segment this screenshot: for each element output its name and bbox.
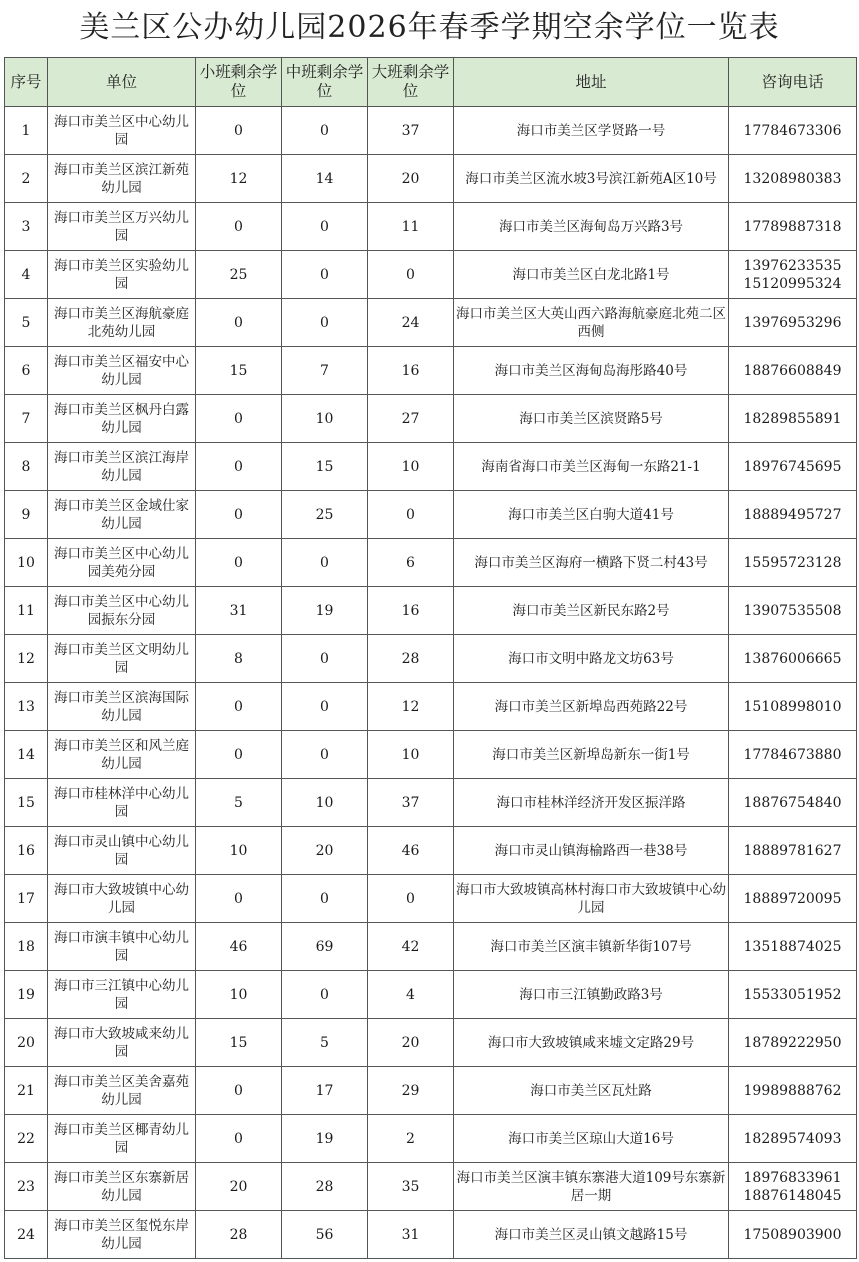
cell-phone xyxy=(729,587,857,635)
cell-unit: 海口市桂林洋中心幼儿园 xyxy=(48,779,196,827)
cell-seq: 6 xyxy=(5,347,48,395)
cell-large-class: 12 xyxy=(368,683,454,731)
phone-number: 15108998010 xyxy=(743,698,842,715)
cell-large-class: 4 xyxy=(368,971,454,1019)
phone-number: 18876754840 xyxy=(743,794,842,811)
cell-seq: 1 xyxy=(5,107,48,155)
table-row xyxy=(5,827,857,875)
cell-unit: 海口市美兰区玺悦东岸幼儿园 xyxy=(48,1211,196,1259)
cell-phone xyxy=(729,203,857,251)
table-row xyxy=(5,971,857,1019)
cell-seq: 9 xyxy=(5,491,48,539)
cell-small-class: 0 xyxy=(196,299,282,347)
cell-small-class: 10 xyxy=(196,971,282,1019)
phone-number: 18789222950 xyxy=(743,1034,842,1051)
cell-seq: 5 xyxy=(5,299,48,347)
phone-number: 15533051952 xyxy=(743,986,842,1003)
cell-large-class: 37 xyxy=(368,107,454,155)
cell-phone xyxy=(729,1211,857,1259)
table-row xyxy=(5,1019,857,1067)
cell-large-class: 16 xyxy=(368,587,454,635)
cell-phone xyxy=(729,491,857,539)
table-row xyxy=(5,1163,857,1211)
cell-phone xyxy=(729,1019,857,1067)
phone-number: 18976833961 xyxy=(743,1169,842,1186)
page-title: 美兰区公办幼儿园2026年春季学期空余学位一览表 xyxy=(79,10,780,45)
phone-number: 13876006665 xyxy=(743,650,842,667)
cell-small-class: 0 xyxy=(196,539,282,587)
cell-unit: 海口市美兰区中心幼儿园振东分园 xyxy=(48,587,196,635)
cell-unit: 海口市大致坡镇中心幼儿园 xyxy=(48,875,196,923)
phone-number: 13208980383 xyxy=(743,170,842,187)
cell-small-class: 15 xyxy=(196,347,282,395)
phone-number: 18889781627 xyxy=(743,842,842,859)
cell-large-class: 27 xyxy=(368,395,454,443)
table-row xyxy=(5,443,857,491)
cell-large-class: 10 xyxy=(368,443,454,491)
cell-phone xyxy=(729,1115,857,1163)
phone-number: 18289855891 xyxy=(743,410,842,427)
cell-phone xyxy=(729,299,857,347)
phone-number: 18876608849 xyxy=(743,362,842,379)
cell-phone xyxy=(729,731,857,779)
cell-unit: 海口市大致坡咸来幼儿园 xyxy=(48,1019,196,1067)
cell-small-class: 0 xyxy=(196,203,282,251)
cell-small-class: 20 xyxy=(196,1163,282,1211)
cell-seq: 14 xyxy=(5,731,48,779)
cell-seq: 17 xyxy=(5,875,48,923)
cell-middle-class: 69 xyxy=(282,923,368,971)
cell-middle-class: 0 xyxy=(282,875,368,923)
phone-number: 15595723128 xyxy=(743,554,842,571)
cell-address: 海口市美兰区瓦灶路 xyxy=(454,1067,729,1115)
cell-unit: 海口市三江镇中心幼儿园 xyxy=(48,971,196,1019)
cell-seq: 3 xyxy=(5,203,48,251)
vacancy-table xyxy=(4,57,857,1259)
cell-large-class: 10 xyxy=(368,731,454,779)
cell-small-class: 0 xyxy=(196,395,282,443)
phone-number: 18289574093 xyxy=(743,1130,842,1147)
header-phone: 咨询电话 xyxy=(729,58,857,107)
phone-number: 18876148045 xyxy=(743,1187,842,1204)
cell-large-class: 20 xyxy=(368,1019,454,1067)
cell-phone xyxy=(729,155,857,203)
cell-middle-class: 0 xyxy=(282,299,368,347)
cell-unit: 海口市美兰区滨江海岸幼儿园 xyxy=(48,443,196,491)
header-unit: 单位 xyxy=(48,58,196,107)
cell-middle-class: 10 xyxy=(282,395,368,443)
cell-large-class: 6 xyxy=(368,539,454,587)
cell-address: 海口市美兰区海甸岛海彤路40号 xyxy=(454,347,729,395)
cell-phone xyxy=(729,827,857,875)
table-row xyxy=(5,1211,857,1259)
cell-small-class: 25 xyxy=(196,251,282,299)
phone-number: 19989888762 xyxy=(743,1082,842,1099)
cell-middle-class: 0 xyxy=(282,107,368,155)
table-body xyxy=(5,107,857,1259)
cell-middle-class: 20 xyxy=(282,827,368,875)
cell-address: 海口市美兰区学贤路一号 xyxy=(454,107,729,155)
cell-middle-class: 56 xyxy=(282,1211,368,1259)
cell-address: 海南省海口市美兰区海甸一东路21-1 xyxy=(454,443,729,491)
table-row xyxy=(5,779,857,827)
cell-middle-class: 15 xyxy=(282,443,368,491)
cell-small-class: 10 xyxy=(196,827,282,875)
cell-middle-class: 25 xyxy=(282,491,368,539)
cell-large-class: 29 xyxy=(368,1067,454,1115)
cell-unit: 海口市美兰区实验幼儿园 xyxy=(48,251,196,299)
cell-large-class: 0 xyxy=(368,875,454,923)
cell-middle-class: 0 xyxy=(282,539,368,587)
cell-address: 海口市美兰区流水坡3号滨江新苑A区10号 xyxy=(454,155,729,203)
cell-large-class: 11 xyxy=(368,203,454,251)
table-row xyxy=(5,539,857,587)
cell-unit: 海口市美兰区中心幼儿园 xyxy=(48,107,196,155)
cell-address: 海口市美兰区滨贤路5号 xyxy=(454,395,729,443)
cell-large-class: 2 xyxy=(368,1115,454,1163)
cell-small-class: 12 xyxy=(196,155,282,203)
cell-unit: 海口市灵山镇中心幼儿园 xyxy=(48,827,196,875)
header-large-class: 大班剩余学位 xyxy=(368,58,454,107)
cell-seq: 24 xyxy=(5,1211,48,1259)
cell-small-class: 0 xyxy=(196,107,282,155)
cell-small-class: 0 xyxy=(196,1115,282,1163)
cell-address: 海口市美兰区新民东路2号 xyxy=(454,587,729,635)
table-row xyxy=(5,683,857,731)
cell-large-class: 46 xyxy=(368,827,454,875)
cell-address: 海口市美兰区演丰镇新华街107号 xyxy=(454,923,729,971)
cell-large-class: 0 xyxy=(368,491,454,539)
phone-number: 13976233535 xyxy=(743,257,842,274)
cell-middle-class: 0 xyxy=(282,203,368,251)
cell-large-class: 42 xyxy=(368,923,454,971)
cell-address: 海口市灵山镇海榆路西一巷38号 xyxy=(454,827,729,875)
cell-middle-class: 17 xyxy=(282,1067,368,1115)
cell-phone xyxy=(729,971,857,1019)
cell-middle-class: 19 xyxy=(282,587,368,635)
cell-large-class: 31 xyxy=(368,1211,454,1259)
header-seq: 序号 xyxy=(5,58,48,107)
cell-unit: 海口市美兰区文明幼儿园 xyxy=(48,635,196,683)
table-row xyxy=(5,587,857,635)
phone-number: 13907535508 xyxy=(743,602,842,619)
phone-number: 13518874025 xyxy=(743,938,842,955)
cell-address: 海口市美兰区新埠岛西苑路22号 xyxy=(454,683,729,731)
cell-small-class: 46 xyxy=(196,923,282,971)
cell-address: 海口市桂林洋经济开发区振洋路 xyxy=(454,779,729,827)
cell-phone xyxy=(729,347,857,395)
header-row xyxy=(5,58,857,107)
table-row xyxy=(5,1115,857,1163)
cell-unit: 海口市美兰区椰青幼儿园 xyxy=(48,1115,196,1163)
cell-unit: 海口市美兰区万兴幼儿园 xyxy=(48,203,196,251)
cell-unit: 海口市美兰区金域仕家幼儿园 xyxy=(48,491,196,539)
cell-seq: 18 xyxy=(5,923,48,971)
cell-large-class: 35 xyxy=(368,1163,454,1211)
cell-address: 海口市三江镇勤政路3号 xyxy=(454,971,729,1019)
cell-small-class: 5 xyxy=(196,779,282,827)
cell-large-class: 37 xyxy=(368,779,454,827)
header-address: 地址 xyxy=(454,58,729,107)
cell-middle-class: 5 xyxy=(282,1019,368,1067)
cell-small-class: 0 xyxy=(196,683,282,731)
table-row xyxy=(5,1067,857,1115)
cell-seq: 15 xyxy=(5,779,48,827)
phone-number: 17784673880 xyxy=(743,746,842,763)
cell-address: 海口市美兰区白驹大道41号 xyxy=(454,491,729,539)
cell-phone xyxy=(729,395,857,443)
cell-phone xyxy=(729,443,857,491)
cell-unit: 海口市演丰镇中心幼儿园 xyxy=(48,923,196,971)
table-row xyxy=(5,107,857,155)
cell-small-class: 31 xyxy=(196,587,282,635)
cell-seq: 23 xyxy=(5,1163,48,1211)
cell-middle-class: 14 xyxy=(282,155,368,203)
cell-phone xyxy=(729,251,857,299)
phone-number: 18976745695 xyxy=(743,458,842,475)
cell-address: 海口市文明中路龙文坊63号 xyxy=(454,635,729,683)
table-row xyxy=(5,299,857,347)
table-row xyxy=(5,155,857,203)
cell-small-class: 0 xyxy=(196,875,282,923)
cell-phone xyxy=(729,1067,857,1115)
cell-unit: 海口市美兰区和风兰庭幼儿园 xyxy=(48,731,196,779)
cell-small-class: 0 xyxy=(196,1067,282,1115)
cell-small-class: 8 xyxy=(196,635,282,683)
cell-small-class: 0 xyxy=(196,443,282,491)
cell-small-class: 28 xyxy=(196,1211,282,1259)
cell-address: 海口市美兰区海府一横路下贤二村43号 xyxy=(454,539,729,587)
cell-phone xyxy=(729,539,857,587)
phone-number: 13976953296 xyxy=(743,314,842,331)
table-row xyxy=(5,923,857,971)
cell-phone xyxy=(729,683,857,731)
cell-unit: 海口市美兰区枫丹白露幼儿园 xyxy=(48,395,196,443)
phone-number: 18889495727 xyxy=(743,506,842,523)
cell-middle-class: 19 xyxy=(282,1115,368,1163)
cell-address: 海口市美兰区演丰镇东寨港大道109号东寨新居一期 xyxy=(454,1163,729,1211)
cell-phone xyxy=(729,1163,857,1211)
table-row xyxy=(5,347,857,395)
table-row xyxy=(5,251,857,299)
cell-unit: 海口市美兰区海航豪庭北苑幼儿园 xyxy=(48,299,196,347)
cell-phone xyxy=(729,923,857,971)
cell-seq: 4 xyxy=(5,251,48,299)
cell-phone xyxy=(729,779,857,827)
cell-address: 海口市美兰区新埠岛新东一街1号 xyxy=(454,731,729,779)
cell-address: 海口市美兰区海甸岛万兴路3号 xyxy=(454,203,729,251)
cell-seq: 7 xyxy=(5,395,48,443)
cell-large-class: 24 xyxy=(368,299,454,347)
cell-unit: 海口市美兰区滨江新苑幼儿园 xyxy=(48,155,196,203)
header-middle-class: 中班剩余学位 xyxy=(282,58,368,107)
cell-small-class: 0 xyxy=(196,731,282,779)
cell-seq: 10 xyxy=(5,539,48,587)
cell-middle-class: 0 xyxy=(282,251,368,299)
cell-unit: 海口市美兰区美舍嘉苑幼儿园 xyxy=(48,1067,196,1115)
cell-seq: 19 xyxy=(5,971,48,1019)
phone-number: 18889720095 xyxy=(743,890,842,907)
cell-large-class: 0 xyxy=(368,251,454,299)
cell-seq: 21 xyxy=(5,1067,48,1115)
cell-large-class: 28 xyxy=(368,635,454,683)
cell-middle-class: 0 xyxy=(282,731,368,779)
cell-seq: 20 xyxy=(5,1019,48,1067)
cell-seq: 2 xyxy=(5,155,48,203)
cell-middle-class: 28 xyxy=(282,1163,368,1211)
phone-number: 17508903900 xyxy=(743,1226,842,1243)
phone-number: 15120995324 xyxy=(743,275,842,292)
header-small-class: 小班剩余学位 xyxy=(196,58,282,107)
table-row xyxy=(5,491,857,539)
table-row xyxy=(5,875,857,923)
cell-seq: 8 xyxy=(5,443,48,491)
cell-seq: 16 xyxy=(5,827,48,875)
cell-middle-class: 0 xyxy=(282,683,368,731)
cell-small-class: 0 xyxy=(196,491,282,539)
table-row xyxy=(5,395,857,443)
cell-unit: 海口市美兰区滨海国际幼儿园 xyxy=(48,683,196,731)
phone-number: 17789887318 xyxy=(743,218,842,235)
cell-address: 海口市美兰区琼山大道16号 xyxy=(454,1115,729,1163)
cell-middle-class: 0 xyxy=(282,635,368,683)
cell-seq: 22 xyxy=(5,1115,48,1163)
cell-address: 海口市大致坡镇咸来墟文定路29号 xyxy=(454,1019,729,1067)
cell-middle-class: 7 xyxy=(282,347,368,395)
cell-middle-class: 10 xyxy=(282,779,368,827)
cell-phone xyxy=(729,635,857,683)
cell-phone xyxy=(729,107,857,155)
cell-address: 海口市美兰区灵山镇文越路15号 xyxy=(454,1211,729,1259)
cell-phone xyxy=(729,875,857,923)
cell-unit: 海口市美兰区中心幼儿园美苑分园 xyxy=(48,539,196,587)
table-row xyxy=(5,731,857,779)
cell-address: 海口市大致坡镇高林村海口市大致坡镇中心幼儿园 xyxy=(454,875,729,923)
cell-address: 海口市美兰区大英山西六路海航豪庭北苑二区西侧 xyxy=(454,299,729,347)
table-row xyxy=(5,635,857,683)
cell-seq: 11 xyxy=(5,587,48,635)
cell-large-class: 16 xyxy=(368,347,454,395)
table-row xyxy=(5,203,857,251)
cell-unit: 海口市美兰区福安中心幼儿园 xyxy=(48,347,196,395)
phone-number: 17784673306 xyxy=(743,122,842,139)
cell-unit: 海口市美兰区东寨新居幼儿园 xyxy=(48,1163,196,1211)
cell-small-class: 15 xyxy=(196,1019,282,1067)
cell-seq: 13 xyxy=(5,683,48,731)
cell-large-class: 20 xyxy=(368,155,454,203)
cell-address: 海口市美兰区白龙北路1号 xyxy=(454,251,729,299)
cell-middle-class: 0 xyxy=(282,971,368,1019)
cell-seq: 12 xyxy=(5,635,48,683)
